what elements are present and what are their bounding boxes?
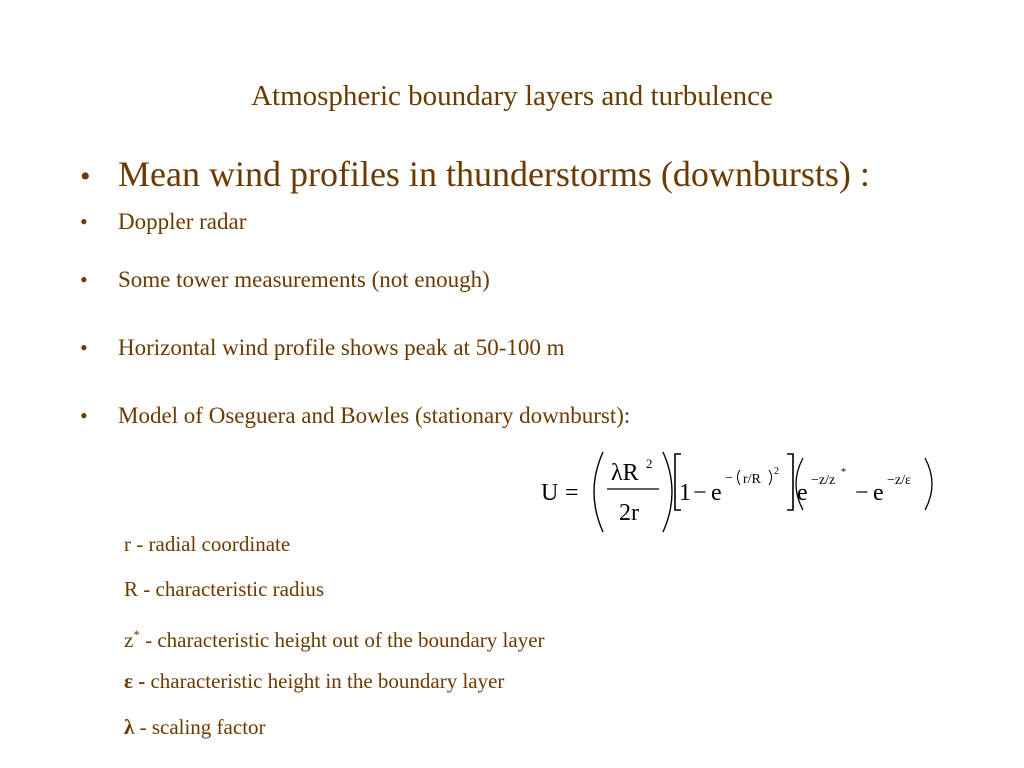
formula-right-paren xyxy=(663,452,672,532)
definition-text: characteristic height out of the boundary layer xyxy=(157,628,545,652)
formula-exp1-inner: r/R xyxy=(743,472,761,487)
definition-text: characteristic height in the boundary layer xyxy=(150,669,505,693)
formula-exp1-right-paren xyxy=(769,470,772,485)
formula-numerator: λR xyxy=(611,460,639,486)
formula-exp1-left-paren xyxy=(738,470,741,485)
bullet-oseguera-bowles-model xyxy=(80,402,630,430)
formula-exp-base-3: e xyxy=(873,480,884,506)
formula-left-paren xyxy=(594,452,603,532)
bullet-text: Model of Oseguera and Bowles (stationary downburst): xyxy=(118,403,631,428)
definition-symbol-superscript: * xyxy=(133,627,140,642)
formula-denominator: 2r xyxy=(619,500,639,526)
definition-symbol: r xyxy=(124,532,131,556)
formula-group2-right-paren xyxy=(925,458,932,510)
main-bullet xyxy=(80,152,870,199)
definition-capital-r: R - characteristic radius xyxy=(124,577,325,601)
formula-exp-base-1: e xyxy=(711,480,722,506)
definition-symbol: z xyxy=(124,628,134,652)
main-bullet-text: Mean wind profiles in thunderstorms (downbursts) : xyxy=(118,154,870,194)
bullet-tower-measurements xyxy=(80,266,490,294)
formula-one: 1 xyxy=(679,480,691,506)
formula-minus-2: − xyxy=(855,480,869,506)
bullet-marker: • xyxy=(80,403,88,428)
definition-text: characteristic radius xyxy=(155,577,325,601)
bullet-doppler-radar xyxy=(80,208,246,236)
definition-symbol: λ xyxy=(124,715,135,739)
bullet-wind-profile-peak xyxy=(80,334,565,362)
downburst-wind-formula xyxy=(535,448,945,536)
definition-r: r - radial coordinate xyxy=(124,532,291,556)
bullet-text: Horizontal wind profile shows peak at 50-100 m xyxy=(118,335,565,360)
formula-minus: − xyxy=(693,480,707,506)
definition-z-star: z* - characteristic height out of the boundary layer xyxy=(124,627,545,652)
definition-lambda: λ - scaling factor xyxy=(124,715,266,739)
definition-text: scaling factor xyxy=(151,715,266,739)
formula-exp3: −z/ε xyxy=(887,473,911,488)
formula-exp-base-2: e xyxy=(797,480,808,506)
definition-text: radial coordinate xyxy=(148,532,291,556)
formula-equals: = xyxy=(565,480,579,506)
formula-exp2-star: * xyxy=(841,467,846,478)
bullet-text: Doppler radar xyxy=(118,209,247,234)
bullet-marker: • xyxy=(80,267,88,292)
formula-exp2: −z/z xyxy=(811,473,836,488)
definition-symbol: R xyxy=(124,577,139,601)
bullet-text: Some tower measurements (not enough) xyxy=(118,267,490,292)
formula-right-bracket xyxy=(787,454,793,510)
formula-numerator-exponent: 2 xyxy=(646,456,653,471)
formula-exp1-power: 2 xyxy=(774,466,779,477)
bullet-marker: • xyxy=(80,209,88,234)
definition-epsilon: ε - characteristic height in the boundary layer xyxy=(124,669,505,693)
formula-exp1-sign: − xyxy=(725,471,733,486)
bullet-marker: • xyxy=(80,160,91,193)
formula-lhs: U xyxy=(541,480,559,506)
bullet-marker: • xyxy=(80,335,88,360)
slide-title: Atmospheric boundary layers and turbulence xyxy=(251,80,773,112)
definition-symbol: ε xyxy=(124,669,133,693)
